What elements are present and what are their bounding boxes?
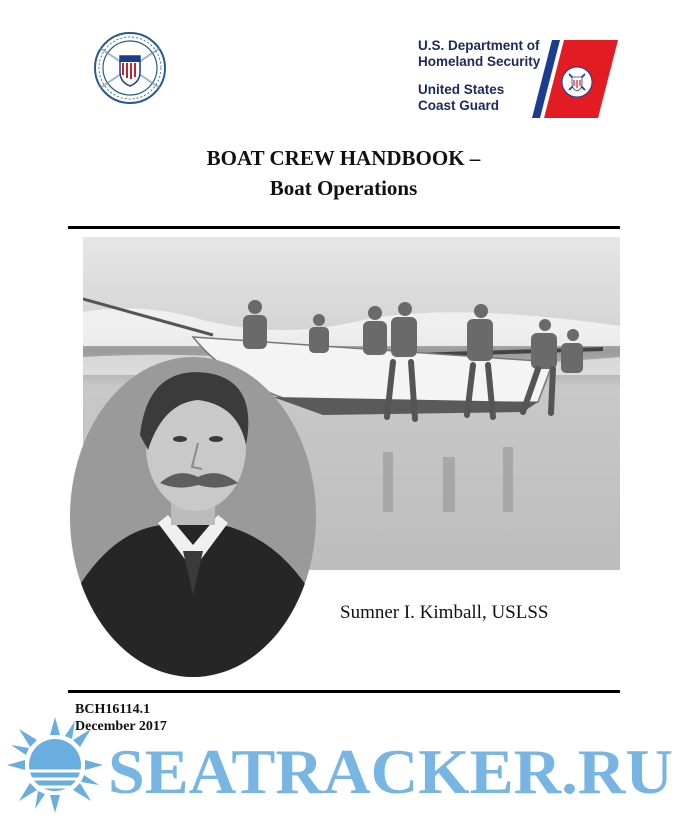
document-number: BCH16114.1 — [75, 702, 151, 717]
service-line-2: Coast Guard — [418, 98, 500, 113]
coast-guard-seal-icon — [92, 30, 168, 106]
title-line-2: Boat Operations — [269, 176, 418, 200]
seatracker-watermark — [0, 715, 687, 819]
sun-burst-icon — [7, 717, 103, 813]
agency-block — [418, 38, 540, 114]
photo-caption: Sumner I. Kimball, USLSS — [340, 602, 549, 623]
service-line-1: United States — [418, 82, 505, 97]
coast-guard-stripe-emblem — [530, 40, 620, 118]
top-divider — [68, 226, 620, 229]
bottom-divider — [68, 690, 620, 693]
agency-line-1: U.S. Department of — [418, 38, 540, 53]
document-date: December 2017 — [75, 719, 167, 734]
watermark-text: SEATRACKER.RU — [108, 736, 673, 807]
document-title — [0, 143, 687, 203]
kimball-portrait — [68, 355, 318, 680]
title-line-1: BOAT CREW HANDBOOK – — [206, 146, 481, 170]
agency-line-2: Homeland Security — [418, 54, 541, 69]
